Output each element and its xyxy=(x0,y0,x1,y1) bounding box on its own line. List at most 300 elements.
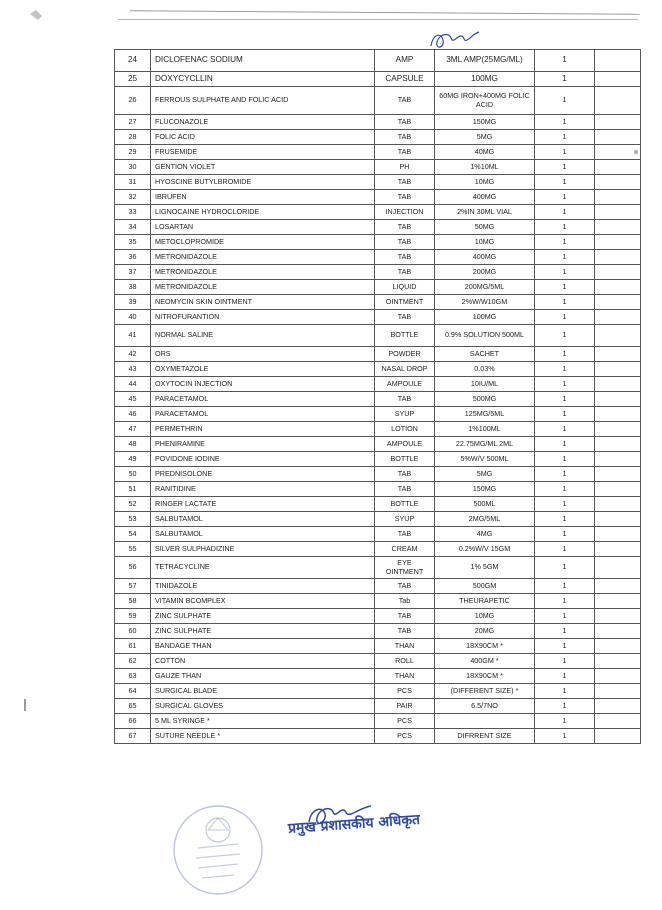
medicine-name-cell: PARACETAMOL xyxy=(151,392,375,407)
serial-number-cell: 64 xyxy=(115,684,151,699)
quantity-cell: 1 xyxy=(535,579,595,594)
serial-number-cell: 48 xyxy=(115,437,151,452)
quantity-cell: 1 xyxy=(535,392,595,407)
serial-number-cell: 34 xyxy=(115,220,151,235)
medicine-name-cell: SURGICAL BLADE xyxy=(151,684,375,699)
remarks-cell xyxy=(595,527,641,542)
serial-number-cell: 65 xyxy=(115,699,151,714)
dosage-form-cell: TAB xyxy=(375,392,435,407)
serial-number-cell: 29 xyxy=(115,145,151,160)
medicine-name-cell: FERROUS SULPHATE AND FOLIC ACID xyxy=(151,87,375,115)
remarks-cell xyxy=(595,654,641,669)
strength-cell: 200MG xyxy=(435,265,535,280)
strength-cell: 150MG xyxy=(435,115,535,130)
remarks-cell xyxy=(595,699,641,714)
dosage-form-cell: PCS xyxy=(375,714,435,729)
remarks-cell xyxy=(595,624,641,639)
strength-cell xyxy=(435,714,535,729)
medicine-name-cell: METOCLOPROMIDE xyxy=(151,235,375,250)
quantity-cell: 1 xyxy=(535,437,595,452)
remarks-cell xyxy=(595,714,641,729)
remarks-cell xyxy=(595,220,641,235)
strength-cell: 400MG xyxy=(435,250,535,265)
serial-number-cell: 59 xyxy=(115,609,151,624)
medicine-name-cell: SUTURE NEEDLE * xyxy=(151,729,375,744)
remarks-cell xyxy=(595,250,641,265)
strength-cell: 1%10ML xyxy=(435,160,535,175)
dosage-form-cell: PAIR xyxy=(375,699,435,714)
table-row xyxy=(115,422,641,437)
strength-cell: 400GM * xyxy=(435,654,535,669)
dosage-form-cell: TAB xyxy=(375,579,435,594)
medicine-name-cell: SURGICAL GLOVES xyxy=(151,699,375,714)
remarks-cell xyxy=(595,265,641,280)
quantity-cell: 1 xyxy=(535,115,595,130)
medicine-name-cell: NORMAL SALINE xyxy=(151,325,375,347)
remarks-cell xyxy=(595,392,641,407)
medicine-name-cell: BANDAGE THAN xyxy=(151,639,375,654)
medicine-name-cell: NITROFURANTION xyxy=(151,310,375,325)
table-row xyxy=(115,654,641,669)
serial-number-cell: 57 xyxy=(115,579,151,594)
medicine-name-cell: TINIDAZOLE xyxy=(151,579,375,594)
serial-number-cell: 60 xyxy=(115,624,151,639)
serial-number-cell: 58 xyxy=(115,594,151,609)
serial-number-cell: 56 xyxy=(115,557,151,579)
dosage-form-cell: TAB xyxy=(375,609,435,624)
strength-cell: 100MG xyxy=(435,310,535,325)
serial-number-cell: 61 xyxy=(115,639,151,654)
strength-cell: 10MG xyxy=(435,609,535,624)
table-row xyxy=(115,437,641,452)
strength-cell: 1%100ML xyxy=(435,422,535,437)
remarks-cell xyxy=(595,160,641,175)
dosage-form-cell: NASAL DROP xyxy=(375,362,435,377)
table-row xyxy=(115,557,641,579)
strength-cell: 5MG xyxy=(435,467,535,482)
quantity-cell: 1 xyxy=(535,310,595,325)
strength-cell: (DIFFERENT SIZE) * xyxy=(435,684,535,699)
quantity-cell: 1 xyxy=(535,50,595,72)
medicine-name-cell: NEOMYCIN SKIN OINTMENT xyxy=(151,295,375,310)
table-row xyxy=(115,497,641,512)
table-row xyxy=(115,362,641,377)
quantity-cell: 1 xyxy=(535,714,595,729)
table-row xyxy=(115,280,641,295)
serial-number-cell: 30 xyxy=(115,160,151,175)
quantity-cell: 1 xyxy=(535,557,595,579)
table-row xyxy=(115,235,641,250)
medicine-name-cell: PHENIRAMINE xyxy=(151,437,375,452)
medicine-name-cell: OXYTOCIN INJECTION xyxy=(151,377,375,392)
remarks-cell xyxy=(595,452,641,467)
quantity-cell: 1 xyxy=(535,145,595,160)
quantity-cell: 1 xyxy=(535,497,595,512)
dosage-form-cell: ROLL xyxy=(375,654,435,669)
medicine-name-cell: POVIDONE IODINE xyxy=(151,452,375,467)
office-stamp xyxy=(168,800,268,900)
medicine-name-cell: LOSARTAN xyxy=(151,220,375,235)
serial-number-cell: 36 xyxy=(115,250,151,265)
remarks-cell xyxy=(595,684,641,699)
quantity-cell: 1 xyxy=(535,594,595,609)
quantity-cell: 1 xyxy=(535,160,595,175)
strength-cell: 0.03% xyxy=(435,362,535,377)
table-row xyxy=(115,467,641,482)
serial-number-cell: 35 xyxy=(115,235,151,250)
dosage-form-cell: EYE OINTMENT xyxy=(375,557,435,579)
quantity-cell: 1 xyxy=(535,467,595,482)
remarks-cell xyxy=(595,325,641,347)
medicine-name-cell: IBRUFEN xyxy=(151,190,375,205)
remarks-cell xyxy=(595,669,641,684)
remarks-cell xyxy=(595,280,641,295)
quantity-cell: 1 xyxy=(535,175,595,190)
strength-cell: 3ML AMP(25MG/ML) xyxy=(435,50,535,72)
quantity-cell: 1 xyxy=(535,250,595,265)
dosage-form-cell: Tab xyxy=(375,594,435,609)
medicine-name-cell: LIGNOCAINE HYDROCLORIDE xyxy=(151,205,375,220)
quantity-cell: 1 xyxy=(535,527,595,542)
table-row xyxy=(115,145,641,160)
table-row xyxy=(115,482,641,497)
strength-cell: 6.5/7NO xyxy=(435,699,535,714)
strength-cell: 0.9% SOLUTION 500ML xyxy=(435,325,535,347)
table-row xyxy=(115,190,641,205)
serial-number-cell: 62 xyxy=(115,654,151,669)
remarks-cell xyxy=(595,190,641,205)
serial-number-cell: 33 xyxy=(115,205,151,220)
serial-number-cell: 66 xyxy=(115,714,151,729)
scan-mark xyxy=(28,8,44,22)
strength-cell: 60MG IRON+400MG FOLIC ACID xyxy=(435,87,535,115)
table-row xyxy=(115,624,641,639)
serial-number-cell: 67 xyxy=(115,729,151,744)
remarks-cell xyxy=(595,594,641,609)
table-row xyxy=(115,594,641,609)
strength-cell: 5MG xyxy=(435,130,535,145)
remarks-cell xyxy=(595,512,641,527)
quantity-cell: 1 xyxy=(535,699,595,714)
quantity-cell: 1 xyxy=(535,205,595,220)
dosage-form-cell: TAB xyxy=(375,220,435,235)
strength-cell: 22.75MG/ML 2ML xyxy=(435,437,535,452)
remarks-cell xyxy=(595,87,641,115)
dosage-form-cell: TAB xyxy=(375,190,435,205)
quantity-cell: 1 xyxy=(535,377,595,392)
dosage-form-cell: SYUP xyxy=(375,512,435,527)
table-row xyxy=(115,639,641,654)
chief-administrative-officer-title: प्रमुख प्रशासकीय अधिकृत xyxy=(287,811,421,837)
medicine-name-cell: PARACETAMOL xyxy=(151,407,375,422)
table-row xyxy=(115,542,641,557)
strength-cell: 1% 5GM xyxy=(435,557,535,579)
dosage-form-cell: BOTTLE xyxy=(375,452,435,467)
medicine-name-cell: FOLIC ACID xyxy=(151,130,375,145)
table-row xyxy=(115,377,641,392)
table-row xyxy=(115,175,641,190)
quantity-cell: 1 xyxy=(535,729,595,744)
medicine-name-cell: FRUSEMIDE xyxy=(151,145,375,160)
dosage-form-cell: AMP xyxy=(375,50,435,72)
medicine-name-cell: RINGER LACTATE xyxy=(151,497,375,512)
quantity-cell: 1 xyxy=(535,512,595,527)
table-row xyxy=(115,527,641,542)
quantity-cell: 1 xyxy=(535,295,595,310)
quantity-cell: 1 xyxy=(535,624,595,639)
serial-number-cell: 25 xyxy=(115,72,151,87)
table-row xyxy=(115,250,641,265)
medicine-name-cell: DICLOFENAC SODIUM xyxy=(151,50,375,72)
table-row xyxy=(115,205,641,220)
table-row xyxy=(115,310,641,325)
quantity-cell: 1 xyxy=(535,482,595,497)
strength-cell: 2%W/W10GM xyxy=(435,295,535,310)
quantity-cell: 1 xyxy=(535,130,595,145)
remarks-cell xyxy=(595,609,641,624)
medicine-name-cell: ZINC SULPHATE xyxy=(151,609,375,624)
table-row xyxy=(115,50,641,72)
dosage-form-cell: TAB xyxy=(375,175,435,190)
table-row xyxy=(115,347,641,362)
dosage-form-cell: OINTMENT xyxy=(375,295,435,310)
medicine-name-cell: GENTION VIOLET xyxy=(151,160,375,175)
strength-cell: 500MG xyxy=(435,392,535,407)
medicine-name-cell: COTTON xyxy=(151,654,375,669)
table-row xyxy=(115,115,641,130)
table-row xyxy=(115,130,641,145)
dosage-form-cell: PCS xyxy=(375,729,435,744)
quantity-cell: 1 xyxy=(535,407,595,422)
table-row xyxy=(115,392,641,407)
page-edge-line-inner xyxy=(118,19,638,20)
serial-number-cell: 53 xyxy=(115,512,151,527)
serial-number-cell: 55 xyxy=(115,542,151,557)
serial-number-cell: 27 xyxy=(115,115,151,130)
medicine-name-cell: SALBUTAMOL xyxy=(151,527,375,542)
table-row xyxy=(115,87,641,115)
remarks-cell xyxy=(595,579,641,594)
medicine-name-cell: ZINC SULPHATE xyxy=(151,624,375,639)
strength-cell: 2MG/5ML xyxy=(435,512,535,527)
remarks-cell xyxy=(595,130,641,145)
remarks-cell xyxy=(595,295,641,310)
quantity-cell: 1 xyxy=(535,235,595,250)
dosage-form-cell: SYUP xyxy=(375,407,435,422)
remarks-cell xyxy=(595,205,641,220)
strength-cell: 10IU/ML xyxy=(435,377,535,392)
remarks-cell xyxy=(595,639,641,654)
strength-cell: THEURAPETIC xyxy=(435,594,535,609)
serial-number-cell: 49 xyxy=(115,452,151,467)
quantity-cell: 1 xyxy=(535,347,595,362)
table-row xyxy=(115,512,641,527)
medicine-name-cell: HYOSCINE BUTYLBROMIDE xyxy=(151,175,375,190)
serial-number-cell: 28 xyxy=(115,130,151,145)
quantity-cell: 1 xyxy=(535,87,595,115)
strength-cell: 50MG xyxy=(435,220,535,235)
remarks-cell xyxy=(595,72,641,87)
remarks-cell xyxy=(595,482,641,497)
remarks-cell xyxy=(595,347,641,362)
quantity-cell: 1 xyxy=(535,639,595,654)
serial-number-cell: 44 xyxy=(115,377,151,392)
serial-number-cell: 50 xyxy=(115,467,151,482)
serial-number-cell: 38 xyxy=(115,280,151,295)
table-row xyxy=(115,295,641,310)
medicine-list-table xyxy=(114,49,641,744)
remarks-cell xyxy=(595,377,641,392)
strength-cell: 18X90CM * xyxy=(435,669,535,684)
dosage-form-cell: TAB xyxy=(375,467,435,482)
strength-cell: 0.2%W/V 15GM xyxy=(435,542,535,557)
dosage-form-cell: TAB xyxy=(375,235,435,250)
serial-number-cell: 43 xyxy=(115,362,151,377)
strength-cell: 2%IN 30ML VIAL xyxy=(435,205,535,220)
medicine-name-cell: DOXYCYCLLIN xyxy=(151,72,375,87)
table-row xyxy=(115,684,641,699)
medicine-name-cell: SILVER SULPHADIZINE xyxy=(151,542,375,557)
medicine-name-cell: FLUCONAZOLE xyxy=(151,115,375,130)
serial-number-cell: 24 xyxy=(115,50,151,72)
strength-cell: 500ML xyxy=(435,497,535,512)
dosage-form-cell: TAB xyxy=(375,482,435,497)
quantity-cell: 1 xyxy=(535,280,595,295)
quantity-cell: 1 xyxy=(535,422,595,437)
remarks-cell xyxy=(595,175,641,190)
dosage-form-cell: PH xyxy=(375,160,435,175)
dosage-form-cell: TAB xyxy=(375,145,435,160)
serial-number-cell: 46 xyxy=(115,407,151,422)
quantity-cell: 1 xyxy=(535,452,595,467)
remarks-cell xyxy=(595,542,641,557)
dosage-form-cell: TAB xyxy=(375,115,435,130)
serial-number-cell: 42 xyxy=(115,347,151,362)
table-row xyxy=(115,729,641,744)
serial-number-cell: 32 xyxy=(115,190,151,205)
dosage-form-cell: THAN xyxy=(375,639,435,654)
quantity-cell: 1 xyxy=(535,609,595,624)
strength-cell: 18X90CM * xyxy=(435,639,535,654)
table-row xyxy=(115,609,641,624)
strength-cell: 500GM xyxy=(435,579,535,594)
remarks-cell xyxy=(595,557,641,579)
table-row xyxy=(115,452,641,467)
scan-mark-left xyxy=(22,698,28,712)
medicine-name-cell: 5 ML SYRINGE * xyxy=(151,714,375,729)
strength-cell: 400MG xyxy=(435,190,535,205)
table-row xyxy=(115,579,641,594)
remarks-cell xyxy=(595,497,641,512)
medicine-name-cell: METRONIDAZOLE xyxy=(151,280,375,295)
dosage-form-cell: TAB xyxy=(375,265,435,280)
medicine-name-cell: PERMETHRIN xyxy=(151,422,375,437)
strength-cell: 40MG xyxy=(435,145,535,160)
medicine-name-cell: VITAMIN BCOMPLEX xyxy=(151,594,375,609)
strength-cell: SACHET xyxy=(435,347,535,362)
quantity-cell: 1 xyxy=(535,220,595,235)
quantity-cell: 1 xyxy=(535,362,595,377)
table-row xyxy=(115,407,641,422)
serial-number-cell: 39 xyxy=(115,295,151,310)
quantity-cell: 1 xyxy=(535,654,595,669)
dosage-form-cell: AMPOULE xyxy=(375,377,435,392)
table-row xyxy=(115,669,641,684)
scan-dot xyxy=(632,148,640,156)
serial-number-cell: 26 xyxy=(115,87,151,115)
dosage-form-cell: TAB xyxy=(375,250,435,265)
medicine-name-cell: RANITIDINE xyxy=(151,482,375,497)
serial-number-cell: 54 xyxy=(115,527,151,542)
table-row xyxy=(115,325,641,347)
serial-number-cell: 31 xyxy=(115,175,151,190)
table-row xyxy=(115,265,641,280)
strength-cell: 10MG xyxy=(435,175,535,190)
dosage-form-cell: INJECTION xyxy=(375,205,435,220)
quantity-cell: 1 xyxy=(535,265,595,280)
strength-cell: 200MG/5ML xyxy=(435,280,535,295)
remarks-cell xyxy=(595,310,641,325)
dosage-form-cell: CREAM xyxy=(375,542,435,557)
remarks-cell xyxy=(595,235,641,250)
dosage-form-cell: THAN xyxy=(375,669,435,684)
dosage-form-cell: TAB xyxy=(375,130,435,145)
dosage-form-cell: BOTTLE xyxy=(375,497,435,512)
dosage-form-cell: LOTION xyxy=(375,422,435,437)
medicine-name-cell: ORS xyxy=(151,347,375,362)
remarks-cell xyxy=(595,729,641,744)
medicine-name-cell: METRONIDAZOLE xyxy=(151,250,375,265)
medicine-name-cell: PREDNISOLONE xyxy=(151,467,375,482)
dosage-form-cell: TAB xyxy=(375,527,435,542)
remarks-cell xyxy=(595,467,641,482)
serial-number-cell: 52 xyxy=(115,497,151,512)
table-row xyxy=(115,72,641,87)
dosage-form-cell: LIQUID xyxy=(375,280,435,295)
table-row xyxy=(115,160,641,175)
strength-cell: DIFRRENT SIZE xyxy=(435,729,535,744)
serial-number-cell: 40 xyxy=(115,310,151,325)
strength-cell: 150MG xyxy=(435,482,535,497)
serial-number-cell: 63 xyxy=(115,669,151,684)
dosage-form-cell: BOTTLE xyxy=(375,325,435,347)
serial-number-cell: 41 xyxy=(115,325,151,347)
quantity-cell: 1 xyxy=(535,325,595,347)
serial-number-cell: 51 xyxy=(115,482,151,497)
remarks-cell xyxy=(595,50,641,72)
medicine-name-cell: GAUZE THAN xyxy=(151,669,375,684)
table-row xyxy=(115,699,641,714)
remarks-cell xyxy=(595,437,641,452)
strength-cell: 10MG xyxy=(435,235,535,250)
quantity-cell: 1 xyxy=(535,190,595,205)
strength-cell: 4MG xyxy=(435,527,535,542)
quantity-cell: 1 xyxy=(535,72,595,87)
medicine-name-cell: SALBUTAMOL xyxy=(151,512,375,527)
table-row xyxy=(115,714,641,729)
quantity-cell: 1 xyxy=(535,542,595,557)
dosage-form-cell: CAPSULE xyxy=(375,72,435,87)
serial-number-cell: 47 xyxy=(115,422,151,437)
dosage-form-cell: AMPOULE xyxy=(375,437,435,452)
strength-cell: 100MG xyxy=(435,72,535,87)
remarks-cell xyxy=(595,422,641,437)
page-edge-line xyxy=(130,10,640,15)
serial-number-cell: 37 xyxy=(115,265,151,280)
dosage-form-cell: TAB xyxy=(375,624,435,639)
strength-cell: 5%W/V 500ML xyxy=(435,452,535,467)
quantity-cell: 1 xyxy=(535,669,595,684)
